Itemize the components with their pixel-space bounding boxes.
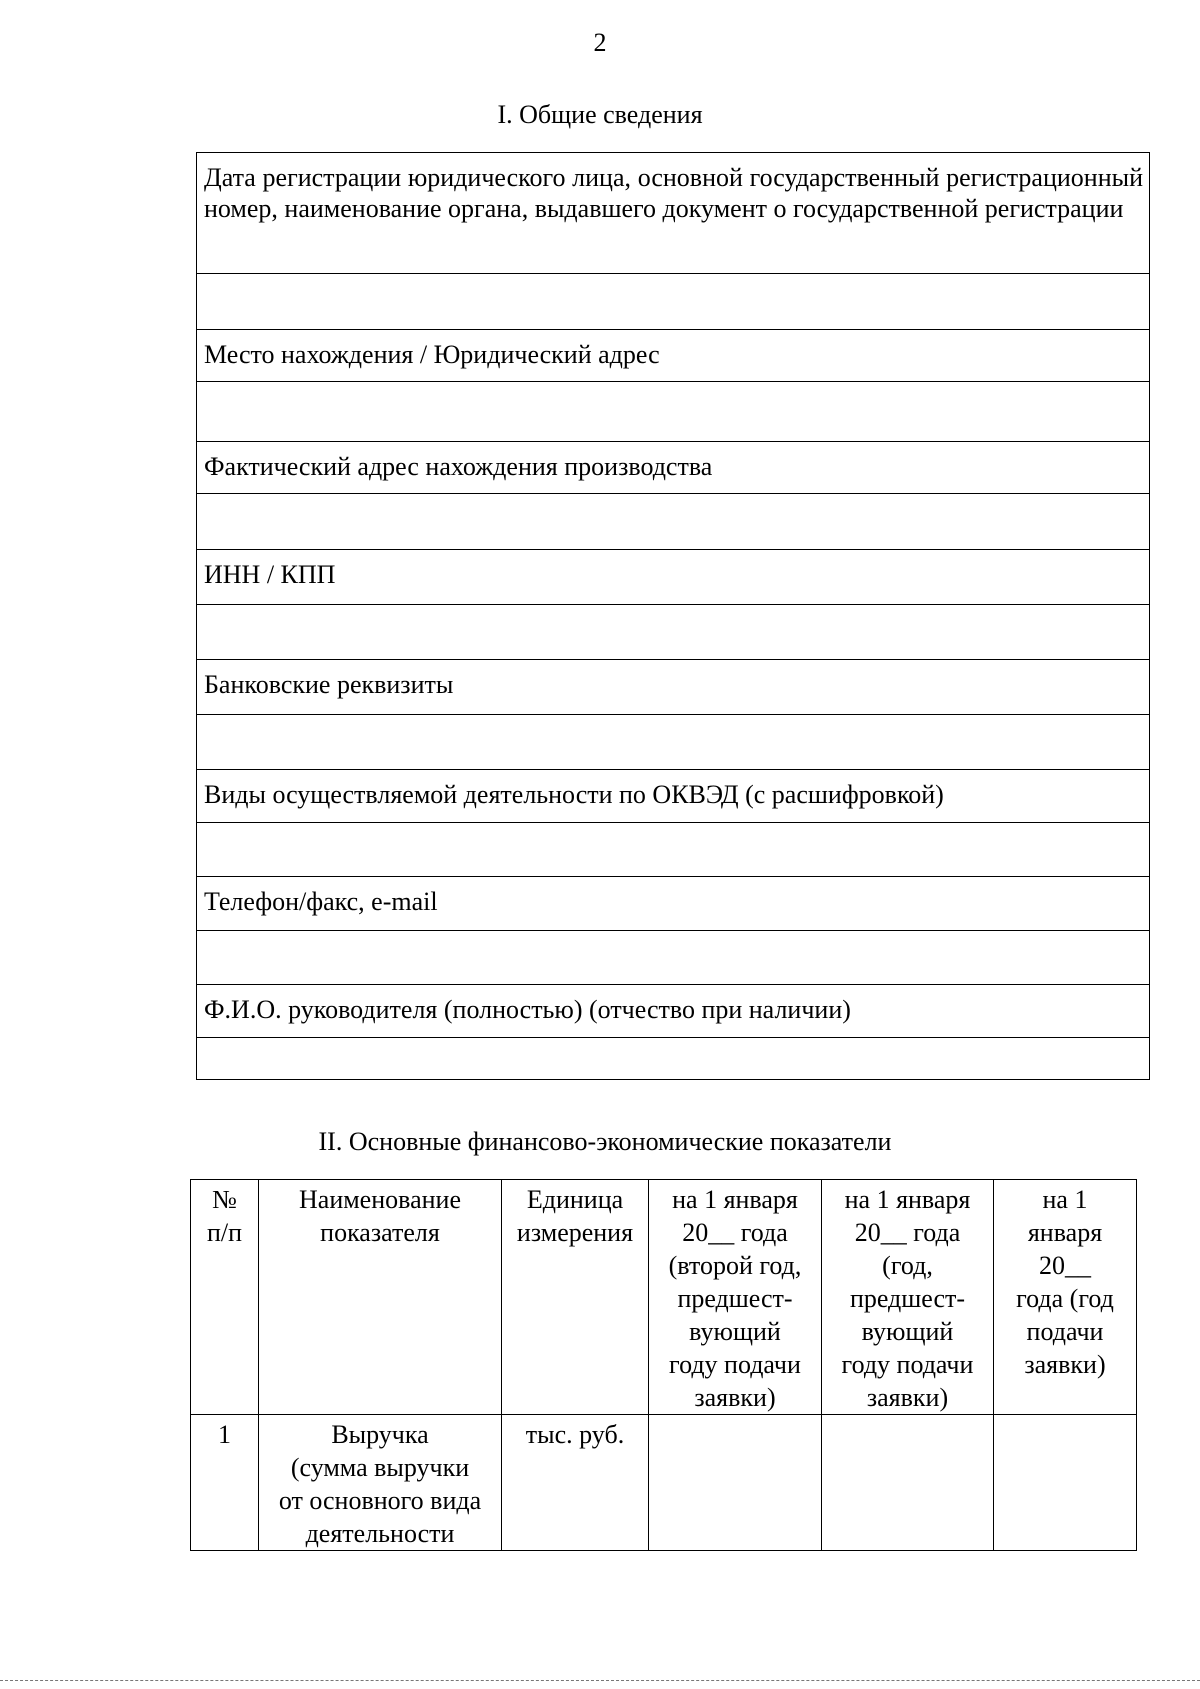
phone-email-label: Телефон/факс, e-mail bbox=[204, 887, 438, 916]
row-number: 1 bbox=[191, 1415, 259, 1551]
header-application-year: на 1 января 20__ года (год подачи заявки) bbox=[994, 1180, 1137, 1415]
director-name-label: Ф.И.О. руководителя (полностью) (отчество при наличии) bbox=[204, 995, 851, 1024]
form-label-row bbox=[197, 984, 1149, 1037]
form-label-row bbox=[197, 659, 1149, 714]
form-label-row bbox=[197, 441, 1149, 493]
bank-details-field[interactable] bbox=[197, 714, 1149, 769]
header-number: № п/п bbox=[191, 1180, 259, 1415]
header-indicator-name: Наименование показателя bbox=[259, 1180, 502, 1415]
registration-info-label: Дата регистрации юридического лица, основной государственный регистрационный номер, наименование органа, выдавшего документ о государственной регистрации bbox=[204, 163, 1143, 223]
table-header-row bbox=[191, 1180, 1137, 1415]
production-address-field[interactable] bbox=[197, 493, 1149, 549]
header-unit: Единица измерения bbox=[502, 1180, 649, 1415]
financial-indicators-table bbox=[190, 1179, 1137, 1551]
form-label-row bbox=[197, 549, 1149, 604]
okved-activities-field[interactable] bbox=[197, 822, 1149, 876]
value-cell-prior-year[interactable] bbox=[822, 1415, 994, 1551]
legal-address-label: Место нахождения / Юридический адрес bbox=[204, 340, 660, 369]
page-bottom-divider bbox=[0, 1680, 1200, 1681]
table-row bbox=[191, 1415, 1137, 1551]
form-label-row bbox=[197, 876, 1149, 930]
header-prior-year: на 1 января 20__ года (год, предшест- вующий году подачи заявки) bbox=[822, 1180, 994, 1415]
registration-info-field[interactable] bbox=[197, 273, 1149, 329]
header-second-prior-year: на 1 января 20__ года (второй год, предшест- вующий году подачи заявки) bbox=[649, 1180, 822, 1415]
phone-email-field[interactable] bbox=[197, 930, 1149, 984]
section-2-title: II. Основные финансово-экономические показатели bbox=[318, 1127, 892, 1156]
page-number: 2 bbox=[593, 28, 607, 57]
form-label-row bbox=[197, 153, 1149, 273]
okved-activities-label: Виды осуществляемой деятельности по ОКВЭД (с расшифровкой) bbox=[204, 780, 944, 809]
value-cell-application-year[interactable] bbox=[994, 1415, 1137, 1551]
legal-address-field[interactable] bbox=[197, 381, 1149, 441]
general-info-form bbox=[196, 152, 1150, 1080]
production-address-label: Фактический адрес нахождения производства bbox=[204, 452, 713, 481]
row-unit: тыс. руб. bbox=[502, 1415, 649, 1551]
form-label-row bbox=[197, 769, 1149, 822]
director-name-field[interactable] bbox=[197, 1037, 1149, 1081]
bank-details-label: Банковские реквизиты bbox=[204, 670, 454, 699]
section-1-title: I. Общие сведения bbox=[497, 100, 703, 129]
form-label-row bbox=[197, 329, 1149, 381]
value-cell-second-prior-year[interactable] bbox=[649, 1415, 822, 1551]
inn-kpp-field[interactable] bbox=[197, 604, 1149, 659]
row-indicator-name: Выручка (сумма выручки от основного вида деятельности bbox=[259, 1415, 502, 1551]
inn-kpp-label: ИНН / КПП bbox=[204, 560, 336, 589]
